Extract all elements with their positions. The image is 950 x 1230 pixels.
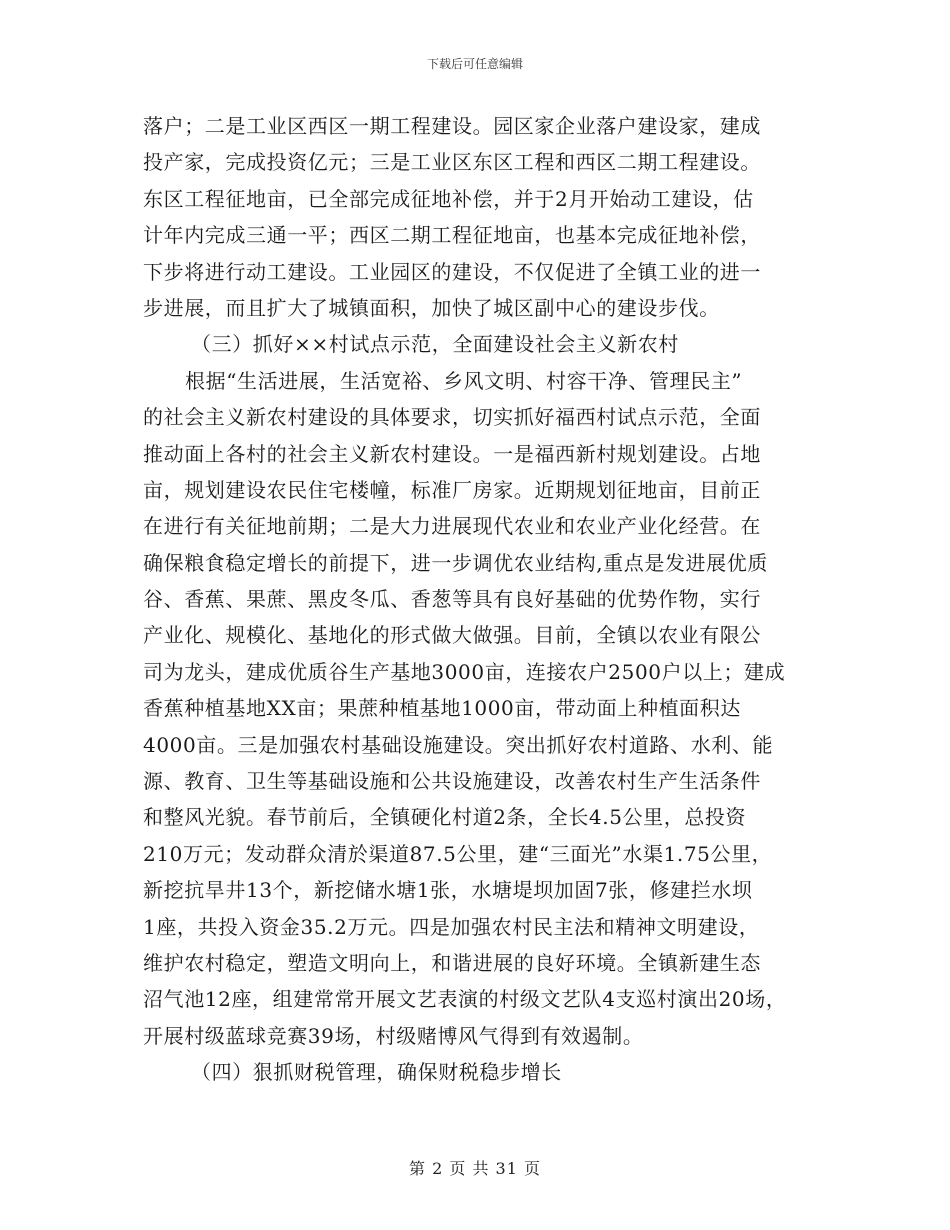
text-line: 司为龙头，建成优质谷生产基地3000亩，连接农户2500户以上；建成 [143,659,786,684]
text-line: 维护农村稳定，塑造文明向上，和谐进展的良好环境。全镇新建生态 [143,950,761,975]
text-line: 下步将进行动工建设。工业园区的建设，不仅促进了全镇工业的进一 [143,259,761,284]
section-heading: （四）狠抓财税管理，确保财税稳步增长 [191,1060,562,1085]
text-line: 亩，规划建设农民住宅楼幢，标准厂房家。近期规划征地亩，目前正 [143,477,761,502]
text-line: 确保粮食稳定增长的前提下，进一步调优农业结构,重点是发进展优质 [143,550,768,575]
text-line: 新挖抗旱井13个，新挖储水塘1张，水塘堤坝加固7张，修建拦水坝 [143,878,753,903]
text-line: 步进展，而且扩大了城镇面积，加快了城区副中心的建设步伐。 [143,295,720,320]
text-line: 推动面上各村的社会主义新农村建设。一是福西新村规划建设。占地 [143,441,761,466]
text-line: 香蕉种植基地XX亩；果蔗种植基地1000亩，带动面上种植面积达 [143,696,741,721]
text-line: 谷、香蕉、果蔗、黑皮冬瓜、香葱等具有良好基础的优势作物，实行 [143,587,761,612]
body-text [143,108,843,1091]
text-line: 落户；二是工业区西区一期工程建设。园区家企业落户建设家，建成 [143,114,761,138]
text-line: 的社会主义新农村建设的具体要求，切实抓好福西村试点示范，全面 [143,405,761,430]
text-line: 根据“生活进展，生活宽裕、乡风文明、村容干净、管理民主” [185,368,743,393]
page-number: 第 2 页 共 31 页 [409,1159,541,1178]
text-line: 产业化、规模化、基地化的形式做大做强。目前，全镇以农业有限公 [143,623,761,648]
text-line: 在进行有关征地前期；二是大力进展现代农业和农业产业化经营。在 [143,514,761,539]
header-note: 下载后可任意编辑 [426,57,523,71]
text-line: 沼气池12座，组建常常开展文艺表演的村级文艺队4支巡村演出20场， [143,987,787,1012]
text-line: 210万元；发动群众清於渠道87.5公里，建“三面光”水渠1.75公里， [143,841,773,866]
text-line: 源、教育、卫生等基础设施和公共设施建设，改善农村生产生活条件 [143,769,761,794]
text-line: 投产家，完成投资亿元；三是工业区东区工程和西区二期工程建设。 [143,150,761,175]
text-line: 开展村级蓝球竞赛39场，村级赌博风气得到有效遏制。 [143,1023,644,1048]
text-line: 和整风光貌。春节前后，全镇硬化村道2条，全长4.5公里，总投资 [143,805,747,830]
text-line: 东区工程征地亩，已全部完成征地补偿，并于2月开始动工建设，估 [143,186,754,211]
text-line: 计年内完成三通一平；西区二期工程征地亩，也基本完成征地补偿， [143,223,761,248]
text-line: 4000亩。三是加强农村基础设施建设。突出抓好农村道路、水利、能 [143,732,774,757]
text-line: 1座，共投入资金35.2万元。四是加强农村民主法和精神文明建设， [143,914,760,939]
section-heading: （三）抓好××村试点示范，全面建设社会主义新农村 [191,332,679,357]
